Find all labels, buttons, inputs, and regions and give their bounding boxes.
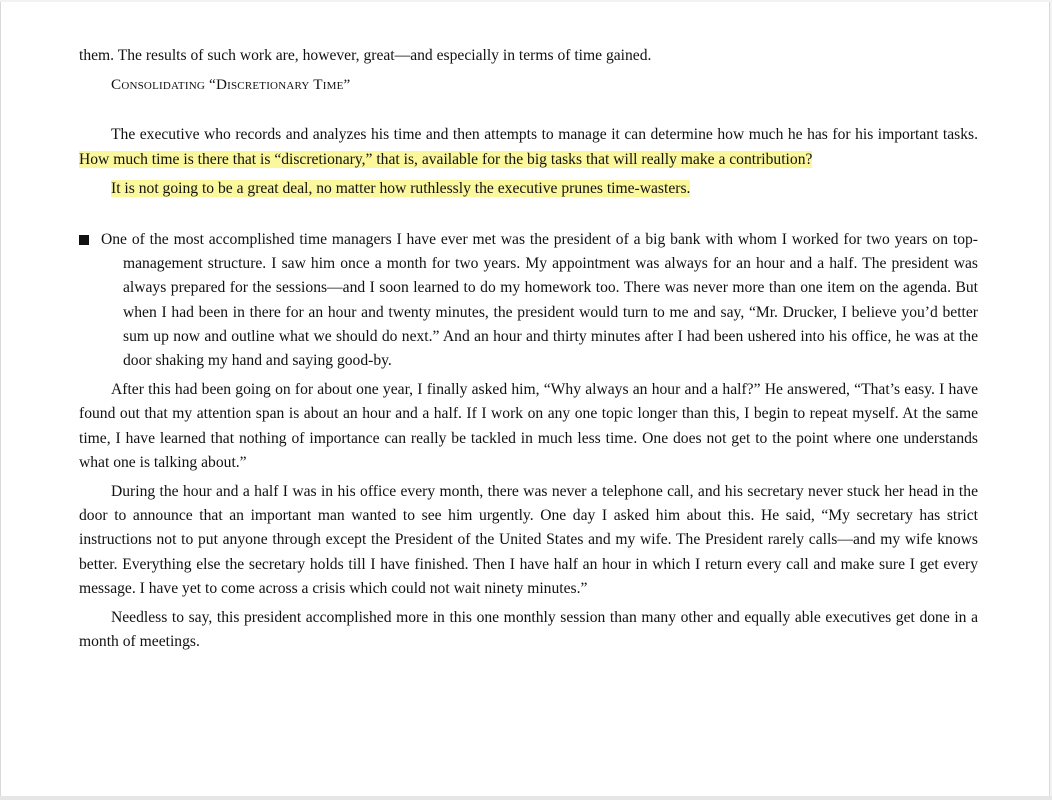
highlighted-answer[interactable]: It is not going to be a great deal, no matter how ruthlessly the executive prunes time-wasters. [111,179,691,197]
bullet-text [101,228,978,373]
highlighted-question[interactable]: How much time is there that is “discretionary,” that is, available for the big tasks that will really make a contribution? [79,150,813,168]
square-bullet-icon [79,235,89,245]
paragraph-discretionary-time [79,123,978,171]
carryover-line: them. The results of such work are, however, great—and especially in terms of time gained. [79,47,652,64]
book-page [0,2,1050,796]
section-heading: Consolidating “Discretionary Time” [111,76,351,94]
paragraph-not-a-great-deal [79,177,978,201]
bullet-paragraph [79,228,978,373]
paragraph-plain-text: The executive who records and analyzes his time and then attempts to manage it can determine how much he has for his important tasks. [111,126,978,144]
paragraph-hour-and-a-half: After this had been going on for about one year, I finally asked him, “Why always an hour and a half?” He answered, “That’s easy. I have found out that my attention span is about an hour and a half. If I work on any one topic longer than this, I begin to repeat myself. At the same time, I have learned that nothing of importance can really be tackled in much less time. One does not get to the point where one understands what one is talking about.” [79,381,978,471]
bullet-text-content: One of the most accomplished time managers I have ever met was the president of a big bank with whom I worked for two years on top-management structure. I saw him once a month for two years. My appointment was always for an hour and a half. The president was always prepared for the sessions—and I soon learned to do my homework too. There was never more than one item on the agenda. But when I had been in there for an hour and twenty minutes, the president would turn to me and say, “Mr. Drucker, I believe you’d better sum up now and outline what we should do next.” And an hour and thirty minutes after I had been ushered into his office, he was at the door shaking my hand and saying good-by. [101,231,978,370]
paragraph-secretary: During the hour and a half I was in his office every month, there was never a telephone call, and his secretary never stuck her head in the door to announce that an important man wanted to see him urgently. One day I asked him about this. He said, “My secretary has strict instructions not to put anyone through except the President of the United States and my wife. The President rarely calls—and my wife knows better. Everything else the secretary holds till I have finished. Then I have half an hour in which I return every call and make sure I get every message. I have yet to come across a crisis which could not wait ninety minutes.” [79,483,978,597]
page-bottom-edge [0,796,1052,800]
page-text [79,44,978,654]
paragraph-needless-to-say: Needless to say, this president accomplished more in this one monthly session than many other and equally able executives get done in a month of meetings. [79,609,978,651]
